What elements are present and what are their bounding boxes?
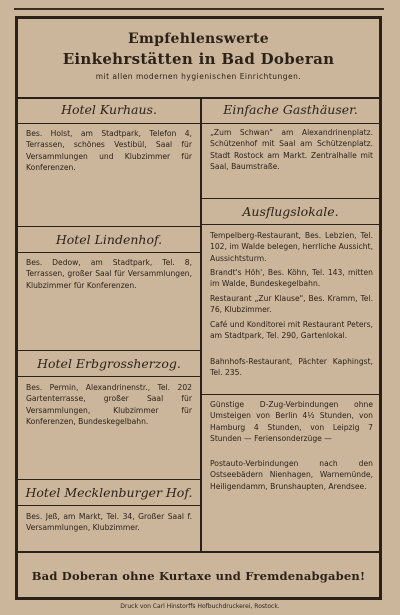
gasthaeuser-text: „Zum Schwan" am Alexandrinenplatz. Schützenhof mit Saal am Schützenplatz. Stadt Rostock am Markt. Zentralhalle mit Saal, Baumstraße. [210, 128, 373, 172]
hotel-lindenhof-title: Hotel Lindenhof. [18, 226, 200, 253]
header-line2: Einkehrstätten in Bad Doberan [62, 50, 335, 68]
header-subtitle: mit allen modernen hygienischen Einrichtungen. [95, 72, 302, 81]
header-block [18, 19, 379, 99]
gasthaeuser-column [202, 97, 379, 551]
printer-credit: Druck von Carl Hinstorffs Hofbuchdruckerei, Rostock. [120, 603, 280, 610]
hotel-erbgrossherzog-title: Hotel Erbgrossherzog. [18, 350, 200, 377]
section-divider [202, 394, 379, 395]
header-line1: Empfehlenswerte [128, 31, 269, 47]
hotel-mecklenburger-title: Hotel Mecklenburger Hof. [18, 479, 200, 506]
hotel-erbgrossherzog-text: Bes. Permin, Alexandrinenstr., Tel. 202 Gartenterrasse, großer Saal für Versammlungen, Klubzimmer für Konferenzen, Bundeskegelbahn. [26, 383, 192, 427]
hotel-lindenhof-text: Bes. Dedow, am Stadtpark, Tel. 8, Terrassen, großer Saal für Versammlungen, Klubzimmer für Konferenzen. [26, 258, 192, 290]
dzug-verbindungen: Günstige D-Zug-Verbindungen ohne Umsteigen von Berlin 4½ Stunden, von Hamburg 4 Stunden, von Leipzig 7 Stunden — Feriensonderzüge — [210, 400, 373, 444]
ausflugslokale-title: Ausflugslokale. [202, 198, 379, 225]
gasthaeuser-title: Einfache Gasthäuser. [202, 97, 379, 124]
footer-slogan: Bad Doberan ohne Kurtaxe und Fremdenabgaben! [18, 551, 379, 599]
hotel-kurhaus-title: Hotel Kurhaus. [18, 97, 200, 124]
ad-frame [15, 16, 382, 600]
ausflug-bahnhof: Bahnhofs-Restaurant, Pächter Kaphingst, Tel. 235. [210, 357, 373, 378]
ausflug-klause: Restaurant „Zur Klause", Bes. Kramm, Tel. 76, Klubzimmer. [210, 294, 373, 315]
ausflug-peters: Café und Konditorei mit Restaurant Peters, am Stadtpark, Tel. 290, Gartenlokal. [210, 320, 373, 341]
hotels-column [18, 97, 202, 551]
ausflug-tempelberg: Tempelberg-Restaurant, Bes. Lebzien, Tel. 102, im Walde belegen, herrliche Aussicht, Aussichtsturm. [210, 231, 373, 263]
hotel-mecklenburger-text: Bes. Jeß, am Markt, Tel. 34, Großer Saal f. Versammlungen, Klubzimmer. [26, 512, 192, 533]
ausflug-brandts: Brandt's Höh', Bes. Köhn, Tel. 143, mitten im Walde, Bundeskegelbahn. [210, 268, 373, 289]
top-rule [14, 8, 384, 10]
hotel-kurhaus-text: Bes. Holst, am Stadtpark, Telefon 4, Terrassen, schönes Vestibül, Saal für Versammlungen und Klubzimmer für Konferenzen. [26, 129, 192, 173]
postauto-verbindungen: Postauto-Verbindungen nach den Ostseebädern Nienhagen, Warnemünde, Heiligendamm, Brunshaupten, Arendsee. [210, 459, 373, 491]
